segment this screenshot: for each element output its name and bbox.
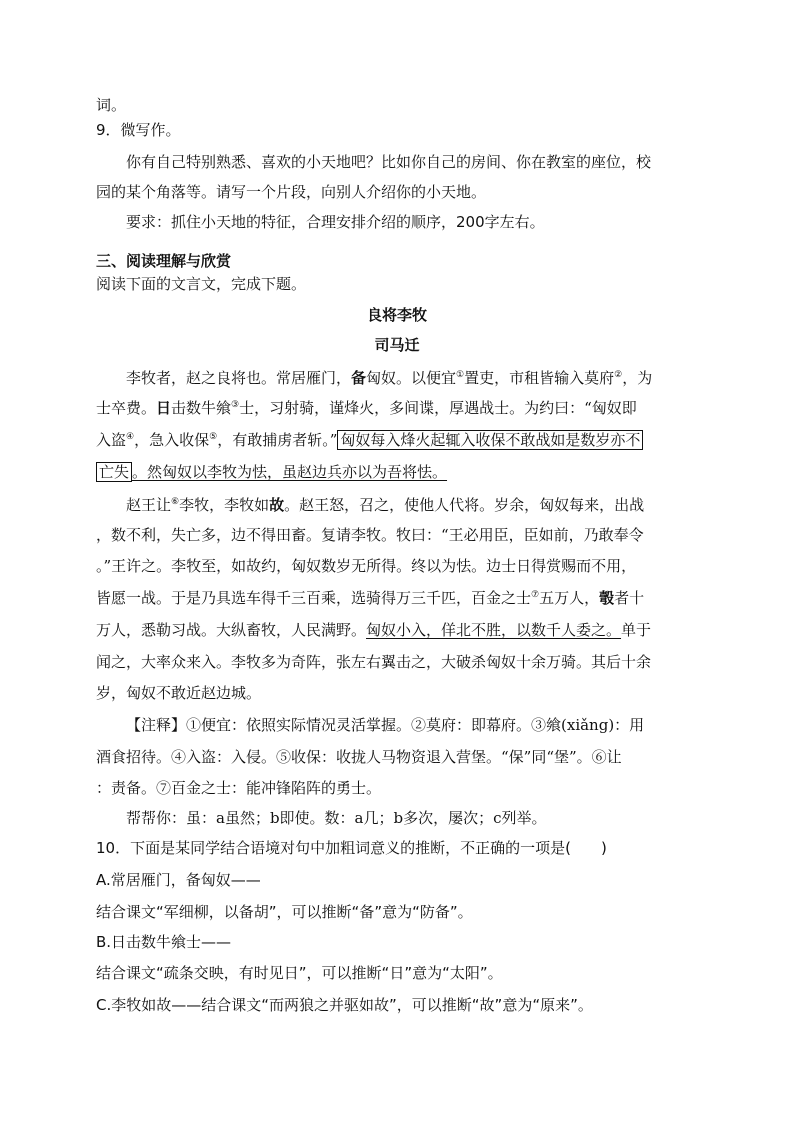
passage-p2-line-5: 万人，悉勒习战。大纵畜牧，人民满野。匈奴小入，佯北不胜，以数千人委之。单于 bbox=[96, 621, 652, 639]
help-note: 帮帮你：虽：a虽然；b即使。数：a几；b多次，屡次；c列举。 bbox=[126, 809, 547, 827]
boxed-sentence-part-1: 匈奴每入烽火起辄入收保不敢战如是数岁亦不 bbox=[337, 430, 643, 450]
underlined-sentence-2: 匈奴小入，佯北不胜，以数千人委之。 bbox=[366, 621, 622, 639]
notes-line-1: 【注释】①便宜：依照实际情况灵活掌握。②莫府：即幕府。③飨(xiǎng)：用 bbox=[126, 716, 645, 734]
boxed-sentence-part-2: 亡失 bbox=[96, 462, 132, 482]
notes-line-2: 酒食招待。④入盗：入侵。⑤收保：收拢人马物资退入营堡。“保”同“堡”。⑥让 bbox=[96, 748, 622, 766]
bold-word-gou: 彀 bbox=[599, 589, 615, 607]
section-3-heading: 三、阅读理解与欣赏 bbox=[96, 252, 232, 270]
passage-title: 良将李牧 bbox=[366, 306, 427, 324]
option-a-head: A.常居雁门，备匈奴—— bbox=[96, 871, 261, 889]
bold-word-gu: 故 bbox=[269, 496, 285, 514]
bold-word-ri: 日 bbox=[156, 399, 172, 417]
underlined-sentence-1: 。然匈奴以李牧为怯，虽赵边兵亦以为吾将怯。 bbox=[132, 463, 448, 481]
passage-p2-line-4: 皆愿一战。于是乃具选车得千三百乘，选骑得万三千匹，百金之士⑦五万人，彀者十 bbox=[96, 589, 645, 607]
question-10-stem: 10．下面是某同学结合语境对句中加粗词意义的推断，不正确的一项是( ) bbox=[96, 839, 607, 857]
option-a-body: 结合课文“军细柳，以备胡”，可以推断“备”意为“防备”。 bbox=[96, 903, 473, 921]
passage-p1-line-3: 入盗④，急入收保⑤，有敢捕虏者斩。” 匈奴每入烽火起辄入收保不敢战如是数岁亦不 bbox=[96, 430, 643, 450]
passage-p1-line-2: 士卒费。日击数牛飨③士，习射骑，谨烽火，多间谍，厚遇战士。为约曰：“匈奴即 bbox=[96, 399, 637, 417]
question-9-prompt-line-2: 园的某个角落等。请写一个片段，向别人介绍你的小天地。 bbox=[96, 183, 487, 201]
bold-word-bei: 备 bbox=[351, 369, 367, 387]
section-3-instruction: 阅读下面的文言文，完成下题。 bbox=[96, 275, 307, 293]
passage-p1-line-1: 李牧者，赵之良将也。常居雁门，备匈奴。以便宜①置吏，市租皆输入莫府②，为 bbox=[126, 369, 653, 387]
question-9-requirement: 要求：抓住小天地的特征，合理安排介绍的顺序，200字左右。 bbox=[126, 213, 545, 231]
option-c: C.李牧如故——结合课文“而两狼之并驱如故”，可以推断“故”意为“原来”。 bbox=[96, 996, 593, 1014]
passage-p2-line-1: 赵王让⑥李牧，李牧如故。赵王怒，召之，使他人代将。岁余，匈奴每来，出战 bbox=[126, 496, 645, 514]
passage-p2-line-6: 闻之，大率众来入。李牧多为奇阵，张左右翼击之，大破杀匈奴十余万骑。其后十余 bbox=[96, 653, 652, 671]
continued-text: 词。 bbox=[96, 96, 127, 114]
passage-p2-line-2: ，数不利，失亡多，边不得田畜。复请李牧。牧曰：“王必用臣，臣如前，乃敢奉令 bbox=[96, 526, 644, 544]
question-9-prompt-line-1: 你有自己特别熟悉、喜欢的小天地吧？比如你自己的房间、你在教室的座位，校 bbox=[126, 153, 652, 171]
passage-p2-line-7: 岁，匈奴不敢近赵边城。 bbox=[96, 684, 262, 702]
passage-p2-line-3: 。”王许之。李牧至，如故约，匈奴数岁无所得。终以为怯。边士日得赏赐而不用， bbox=[96, 557, 637, 575]
notes-line-3: ：责备。⑦百金之士：能冲锋陷阵的勇士。 bbox=[96, 779, 382, 797]
question-9-title: 9．微写作。 bbox=[96, 121, 181, 139]
option-b-body: 结合课文“疏条交映，有时见日”，可以推断“日”意为“太阳”。 bbox=[96, 964, 503, 982]
passage-p1-line-4 bbox=[96, 462, 447, 482]
option-b-head: B.日击数牛飨士—— bbox=[96, 933, 232, 951]
passage-author: 司马迁 bbox=[374, 336, 420, 354]
